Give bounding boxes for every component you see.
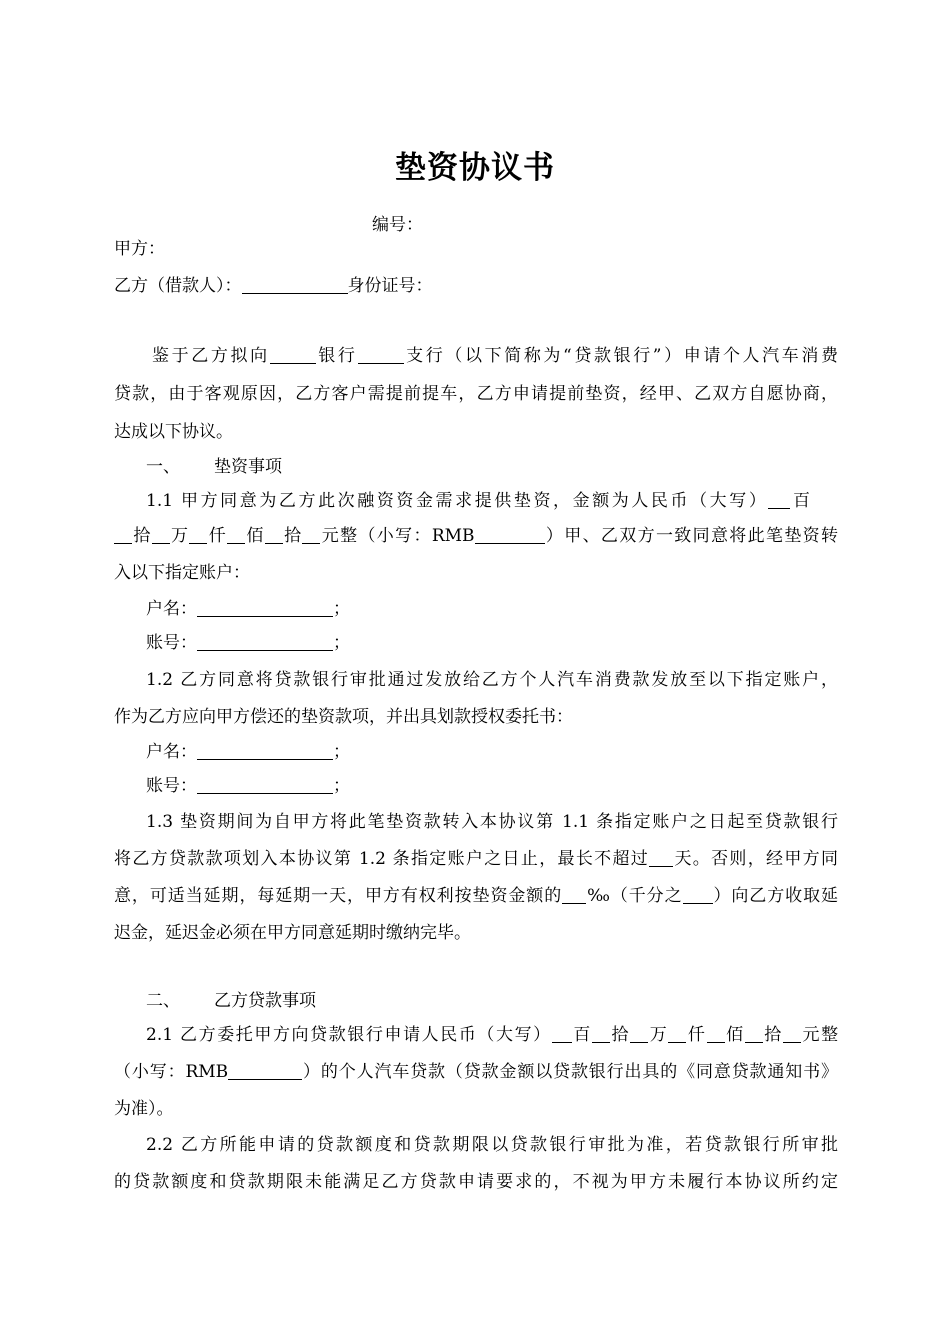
max-days-blank <box>649 849 673 867</box>
blank <box>783 1025 801 1043</box>
clause-1-3-line-3: 意，可适当延期，每延期一天，甲方有权利按垫资金额的 ‰（千分之 ）向乙方收取延 <box>114 886 839 906</box>
account-number-blank <box>197 633 333 651</box>
clause-1-1-line-1: 1.1 甲方同意为乙方此次融资资金需求提供垫资，金额为人民币（大写） 百 <box>146 491 810 511</box>
clause-1-1-line-3: 入以下指定账户： <box>114 563 250 583</box>
blank <box>630 1025 648 1043</box>
blank <box>152 526 170 544</box>
section-1-heading <box>146 456 870 478</box>
intro-line-1: 鉴于乙方拟向 银行 支行（以下简称为“贷款银行”）申请个人汽车消费 <box>152 346 839 366</box>
clause-2-1-line-2: （小写：RMB ）的个人汽车贷款（贷款金额以贷款银行出具的《同意贷款通知书》 <box>114 1062 839 1082</box>
party-b-label: 乙方（借款人）： <box>114 276 242 296</box>
clause-1-2-line-2: 作为乙方应向甲方偿还的垫资款项，并出具划款授权委托书： <box>114 707 573 727</box>
account-name-blank <box>197 599 333 617</box>
blank <box>668 1025 686 1043</box>
loan-amount-rmb-blank <box>228 1062 302 1080</box>
amount-rmb-blank <box>475 526 545 544</box>
section-2-title: 乙方贷款事项 <box>214 991 316 1011</box>
section-2-heading <box>146 990 870 1012</box>
clause-1-3-line-1: 1.3 垫资期间为自甲方将此笔垫资款转入本协议第 1.1 条指定账户之日起至贷款银行 <box>146 812 838 832</box>
clause-1-1-line-2: 拾 万 仟 佰 拾 元整（小写：RMB ）甲、乙双方一致同意将此笔垫资转 <box>114 525 838 547</box>
id-number-label: 身份证号： <box>347 276 433 296</box>
party-a-label: 甲方： <box>114 239 165 259</box>
blank <box>114 526 132 544</box>
blank <box>189 526 207 544</box>
borrower-name-blank <box>242 276 348 294</box>
account-number-line-1: 账号： ； <box>146 633 350 653</box>
blank <box>592 1025 610 1043</box>
intro-line-2: 贷款，由于客观原因，乙方客户需提前提车，乙方申请提前垫资，经甲、乙双方自愿协商， <box>114 384 838 404</box>
document-number-label: 编号： <box>372 215 423 235</box>
permille-words-blank <box>683 886 713 904</box>
document-title: 垫资协议书 <box>395 150 555 186</box>
blank <box>302 526 320 544</box>
bank-name-blank <box>270 346 316 364</box>
clause-1-2-line-1: 1.2 乙方同意将贷款银行审批通过发放给乙方个人汽车消费款发放至以下指定账户， <box>146 670 838 690</box>
party-b-line <box>114 275 838 297</box>
clause-2-1-line-1: 2.1 乙方委托甲方向贷款银行申请人民币（大写） 百 拾 万 仟 佰 拾 元整 <box>146 1025 839 1045</box>
clause-2-2-line-1: 2.2 乙方所能申请的贷款额度和贷款期限以贷款银行审批为准，若贷款银行所审批 <box>146 1135 838 1155</box>
clause-1-3-line-4: 迟金，延迟金必须在甲方同意延期时缴纳完毕。 <box>114 923 471 943</box>
blank <box>707 1025 725 1043</box>
section-1-number: 一、 <box>146 457 180 477</box>
intro-line-3: 达成以下协议。 <box>114 422 233 442</box>
amount-hundreds-blank <box>768 491 790 509</box>
account-name-blank <box>197 742 333 760</box>
blank <box>745 1025 763 1043</box>
permille-rate-blank <box>562 886 586 904</box>
account-name-line-1: 户名： ； <box>146 599 350 619</box>
account-name-line-2: 户名： ； <box>146 742 350 762</box>
blank <box>227 526 245 544</box>
section-2-number: 二、 <box>146 991 180 1011</box>
account-number-line-2: 账号： ； <box>146 776 350 796</box>
clause-1-3-line-2: 将乙方贷款款项划入本协议第 1.2 条指定账户之日止，最长不超过 天。否则，经甲方同 <box>114 849 839 869</box>
branch-name-blank <box>358 346 404 364</box>
section-1-title: 垫资事项 <box>214 457 282 477</box>
clause-2-2-line-2: 的贷款额度和贷款期限未能满足乙方贷款申请要求的，不视为甲方未履行本协议所约定 <box>114 1172 838 1192</box>
blank <box>265 526 283 544</box>
clause-2-1-line-3: 为准）。 <box>114 1099 174 1119</box>
account-number-blank <box>197 776 333 794</box>
blank <box>552 1025 572 1043</box>
